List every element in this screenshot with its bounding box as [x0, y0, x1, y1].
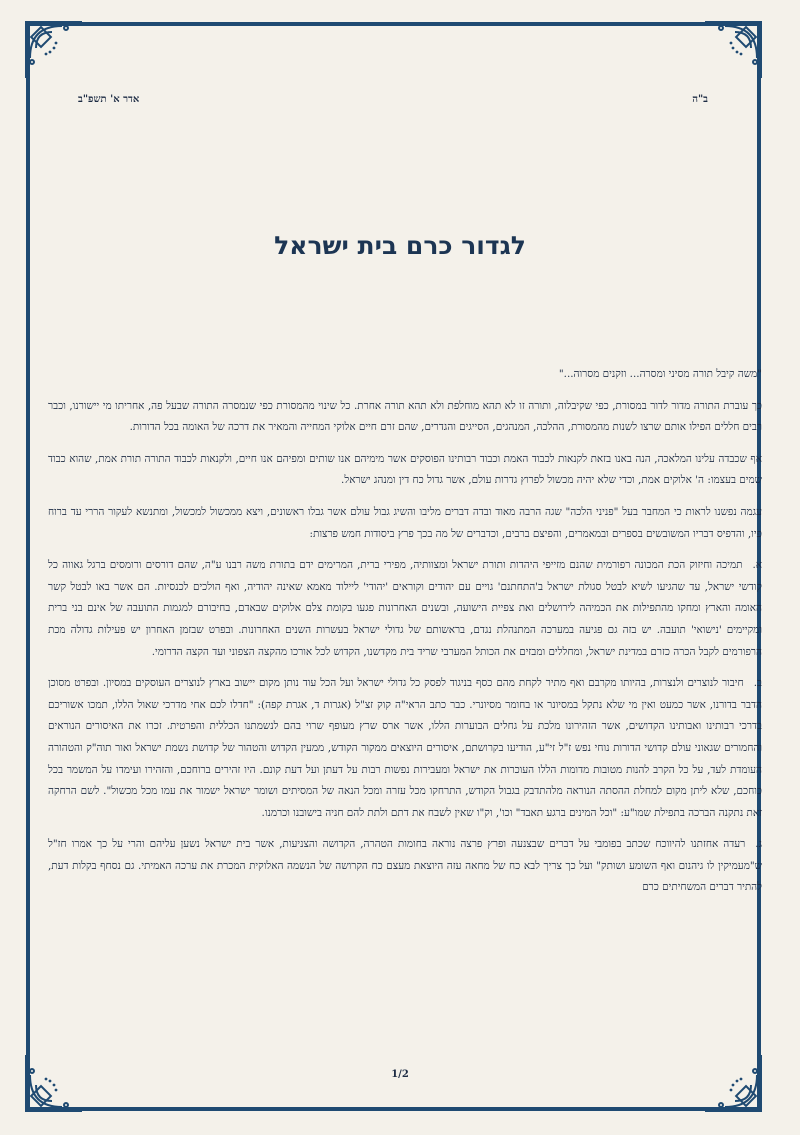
section-label: ג.	[755, 838, 762, 851]
corner-ornament-icon	[22, 18, 86, 82]
corner-ornament-icon	[22, 1051, 86, 1115]
header-date: אדר א' תשפ"ב	[78, 94, 140, 105]
paragraph: אף שכבדה עלינו המלאכה, הנה באנו בזאת לקנאות לכבוד האמת וכבוד רבותינו הפוסקים אשר מימיהם אנו שותים ומפיהם אנו חיים, ולקנאות לכבוד התורה תורת אמת, שהוא כבוד שמים בעצמו: ה' אלוקים אמת, וכדי שלא יהיה מכשול לפרוץ גדרות עולם, אשר גדול כח דין ומנהג ישראל.	[48, 452, 762, 487]
section-a	[48, 555, 762, 663]
document-body	[48, 364, 762, 909]
paragraph: כך עוברת התורה מדור לדור במסורת, כפי שקיבלוה, ותורה זו לא תהא מוחלפת ולא תהא תורה אחרת. כל שינוי מהמסורת כפי שנמסרה התורה שבעל פה, אחריתו מי יישורנו, וכבר רבים חללים הפילו אותם שרצו לשנות מהמסורת, ההלכה, המנהגים, הסייגים והגדרים, שהם זרם חיים אלוקי המחייה והמאיר את דרכה של האומה בכל הדורות.	[48, 399, 762, 434]
section-c	[48, 834, 762, 899]
page-title: לגדור כרם בית ישראל	[274, 230, 526, 260]
opening-quote: "משה קיבל תורה מסיני ומסרה... וזקנים מסרוה..."	[558, 368, 762, 380]
section-b	[48, 673, 762, 824]
section-label: ב.	[753, 677, 762, 690]
corner-ornament-icon	[701, 18, 765, 82]
section-text: רעדה אחזתנו להיווכח שכתב בפומבי על דברים שבצנעה ופרץ פרצה נוראה בחומות הטהרה, הקדושה והצניעות, אשר בית ישראל נשען עליהם והרי על כך אמרו חז"ל ש"מעמיקין לו גיהנום ואף השומע ושותק" ועל כך צריך לבא כח של מחאה עזה היוצאת מעצם כח הקרושה של הנשמה האלוקית המכרת את ערכה האמיתי. גם נסחף בקלות דעת, להתיר דברים המשחיתים כרם	[48, 838, 762, 894]
section-text: חיבור לנוצרים ולנצרות, בהיותו מקרבם ואף מתיר לקחת מהם כסף בניגוד לפסק כל גדולי ישראל ועל הכל עוד נותן מקום יישוב בארץ לנוצרים העוסקים במסיון. ובפרט מסוכן הדבר בדורנו, אשר כמעט ואין מי שלא נתקל במסיונר או בחומר מסיונרי. כבר כתב הראי"ה קוק זצ"ל (אגרות ד, אגרת קפה): "חדלו לכם אחי מדרכי שאול הללו, תמכו אשוריכם בדרכי רבותינו ואבותינו הקדושים, אשר הזהירונו מלכת על גחלים הבוערות הללו, אשר ארס שרץ מעופף שרוי בהם לנשמתנו הכללית והפרטית. זכרו את האיסורים הנוראים והחמורים שגאוני עולם קדושי הדורות נוחי נפש ז"ל זי"ע, הודיעו בקרושתם, איסורים היוצאים ממקור הקודש, ממעין הקדוש והטהור של קדושת נשמת ישראל ואור תוה"ק והטהורה העומדת לעד, על כל הקרב להנות מטובות מדומות הללו העוכרות את ישראל ומעבירות נפשות רבות על דעתן ועל דעת קונם. היו זהירים ברוחכם, והזהירו ועימדו על המשמר בכל כוחכם, שלא ליתן מקום למחלת ההסתה הנוראה מלהתדבק בגבול הקודש, התרחקו מכל עזרה ומכל הנאה של המסיתים ושומר ישראל ישמור את עמו מכל מכשול". לשם הרחקה זאת נתקנה הברכה בתפילת שמו"ע: "וכל המינים ברגע תאבד" וכו', וק"ו שאין לשבח את דתם ולתת להם חניה בישובנו וכרמנו.	[48, 677, 762, 819]
page-number: 1/2	[391, 1069, 409, 1080]
header-bh: ב"ה	[692, 94, 708, 105]
paragraph: עגמה נפשנו לראות כי המחבר בעל "פניני הלכה" שגה הרבה מאוד ובדה דברים מליבו והשיג גבול עולם אשר גבלו ראשונים, ויצא ממכשול למכשול, ומתנשא לעקור הררי עד ברוח פיו, והדפיס דבריו המשובשים בספרים ובמאמרים, והפיצם ברבים, וכדברים של מה בכך פרץ ביסודות חמש פרצות:	[48, 505, 762, 540]
section-label: א.	[752, 559, 762, 572]
corner-ornament-icon	[701, 1051, 765, 1115]
section-text: תמיכה וחיזוק הכת המכונה רפורמית שהנם מזייפי היהדות ותורת ישראל ומצוותיה, מפירי ברית, המרימים ידם בתורת משה רבנו ע"ה, שהם דורסים ורומסים ברגל גאווה כל קודשי ישראל, עד שהגיעו לשיא לבטל סגולת ישראל ב'התחתנם' גויים עם יהודים וקוראים 'יהודי' ליילוד מאמא שאינה יהודיה, ואף הולכים לכנסיות. הם אשר באו לבטל קשר האומה והארץ ומחקו מהתפילות את הכמיהה לירושלים ואת צפיית הישועה, ובשנים האחרונות פגעו בקומת צלם אלוקים שבאדם, בחיבורם למגמות התועבה של אינם בני ברית ומקיימים 'נישואי' תועבה. יש בזה גם פגיעה במערכה המתנהלת נגדם, בראשותם של גדולי ישראל בעשרות השנים האחרונות. ובפרט שבזמן האחרון יש פעילות גדולה מכת הרפורמים לקבל הכרה כזרם במדינת ישראל, ומחללים ומבזים את הכותל המערבי שריד בית מקדשנו, הקדוש לכל אורכו מהקצה הצפוני ועד הקצה הדרומי.	[48, 559, 762, 658]
